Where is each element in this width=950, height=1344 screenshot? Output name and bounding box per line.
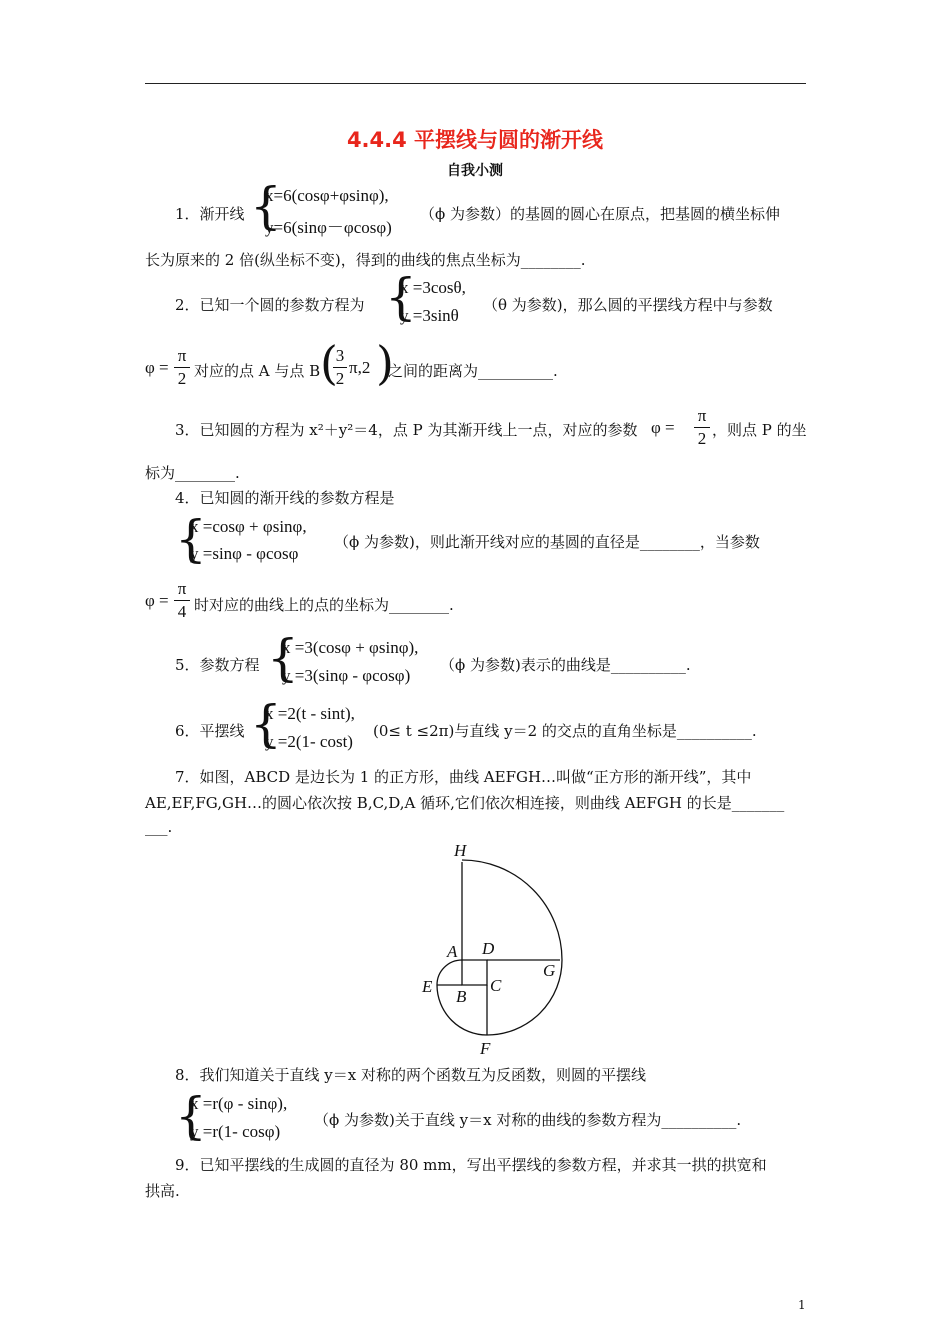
q5-number: 5．参数方程 (175, 656, 260, 674)
q8-brace: { (175, 1087, 207, 1145)
q2-b-num: 3 (335, 346, 345, 365)
arc-ae (437, 960, 462, 985)
q3-frac-bar (694, 427, 710, 428)
q3-tail: ，则点 P 的坐 (712, 421, 807, 439)
q6-brace: { (250, 695, 282, 753)
q6-eq2: y =2(1- cost) (265, 732, 353, 751)
label-f: F (480, 1039, 491, 1058)
label-e: E (422, 977, 433, 996)
header-rule (145, 83, 806, 84)
q2-eq2: y =3sinθ (400, 306, 459, 325)
q2-paren-left: ( (320, 336, 338, 390)
label-a: A (447, 942, 458, 961)
q2-b-den: 2 (335, 369, 345, 388)
q4-fraction (174, 579, 190, 622)
q4-eq2: y =sinφ - φcosφ (190, 544, 299, 563)
label-g: G (543, 961, 556, 980)
square-abcd (462, 960, 487, 985)
q4-eq1: x =cosφ + φsinφ, (190, 517, 307, 536)
q1-tail: （ϕ 为参数）的基圆的圆心在原点，把基圆的横坐标伸 (420, 205, 780, 223)
q4-frac-num: π (177, 579, 187, 598)
q2-end: 之间的距离为__________. (388, 362, 558, 380)
q2-b-bar (333, 367, 347, 368)
q2-b-fraction (333, 346, 347, 389)
q2-b-point: π,2 (349, 358, 371, 377)
label-h: H (454, 841, 467, 860)
q1-eq2: y=6(sinφ－φcosφ) (265, 218, 392, 237)
q3-phi: φ = (651, 418, 675, 437)
page-title: 4.4.4 平摆线与圆的渐开线 (346, 128, 604, 152)
q3-frac-den: 2 (697, 429, 707, 448)
q2-number: 2．已知一个圆的参数方程为 (175, 296, 365, 314)
q3-frac-num: π (697, 406, 707, 425)
q2-brace: { (385, 268, 417, 326)
q2-frac-bar (174, 367, 190, 368)
q1-line2: 长为原来的 2 倍(纵坐标不变)，得到的曲线的焦点坐标为________. (145, 251, 586, 269)
q8-tail: （ϕ 为参数)关于直线 y＝x 对称的曲线的参数方程为__________. (314, 1111, 742, 1129)
q2-eq1: x =3cosθ, (400, 278, 466, 297)
q5-eq1: x =3(cosφ + φsinφ), (282, 638, 419, 657)
q9-line2: 拱高. (145, 1182, 180, 1200)
q5-eq2: y =3(sinφ - φcosφ) (282, 666, 411, 685)
q1-brace: { (250, 177, 282, 235)
q6-tail: (0≤ t ≤2π)与直线 y＝2 的交点的直角坐标是__________. (373, 722, 757, 740)
q5-brace: { (267, 629, 299, 687)
q3-line2: 标为________. (145, 464, 240, 482)
q7-line3: ___. (145, 818, 173, 836)
q4-line1: 4．已知圆的渐开线的参数方程是 (175, 489, 395, 507)
arc-gh (462, 860, 562, 960)
q3-line1: 3．已知圆的方程为 x²＋y²＝4，点 P 为其渐开线上一点，对应的参数 (175, 421, 638, 439)
q8-line1: 8．我们知道关于直线 y＝x 对称的两个函数互为反函数，则圆的平摆线 (175, 1066, 647, 1084)
q2-tail: （θ 为参数)，那么圆的平摆线方程中与参数 (483, 296, 773, 314)
q4-tail: （ϕ 为参数)，则此渐开线对应的基圆的直径是________，当参数 (334, 533, 760, 551)
q4-brace: { (175, 510, 207, 568)
label-d: D (482, 939, 495, 958)
q8-eq2: y =r(1- cosφ) (190, 1122, 281, 1141)
q1-eq1: x=6(cosφ+φsinφ), (265, 186, 389, 205)
q3-fraction (694, 406, 710, 449)
q2-paren-right: ) (376, 336, 394, 390)
q6-number: 6．平摆线 (175, 722, 245, 740)
q1-number: 1．渐开线 (175, 205, 245, 223)
q6-eq1: x =2(t - sint), (265, 704, 355, 723)
q2-frac-num: π (177, 346, 187, 365)
q4-frac-den: 4 (177, 602, 187, 621)
q8-eq1: x =r(φ - sinφ), (190, 1094, 288, 1113)
q5-tail: （ϕ 为参数)表示的曲线是__________. (440, 656, 691, 674)
q2-mid: 对应的点 A 与点 B (194, 362, 321, 380)
square-involute-figure (410, 832, 570, 1062)
label-c: C (490, 976, 502, 995)
label-b: B (456, 987, 467, 1006)
q2-frac-den: 2 (177, 369, 187, 388)
q4-end: 时对应的曲线上的点的坐标为________. (194, 596, 454, 614)
q9-line1: 9．已知平摆线的生成圆的直径为 80 mm，写出平摆线的参数方程，并求其一拱的拱宽和 (175, 1156, 767, 1174)
q2-phi: φ = (145, 358, 169, 377)
q7-line2: AE,EF,FG,GH…的圆心依次按 B,C,D,A 循环,它们依次相连接，则曲线 AEFGH 的长是_______ (145, 794, 785, 812)
page-subtitle: 自我小测 (447, 163, 503, 179)
q7-line1: 7．如图，ABCD 是边长为 1 的正方形，曲线 AEFGH…叫做“正方形的渐开线”，其中 (175, 768, 752, 786)
q4-frac-bar (174, 600, 190, 601)
q4-phi: φ = (145, 591, 169, 610)
q2-fraction (174, 346, 190, 389)
page-number: 1 (798, 1298, 806, 1312)
